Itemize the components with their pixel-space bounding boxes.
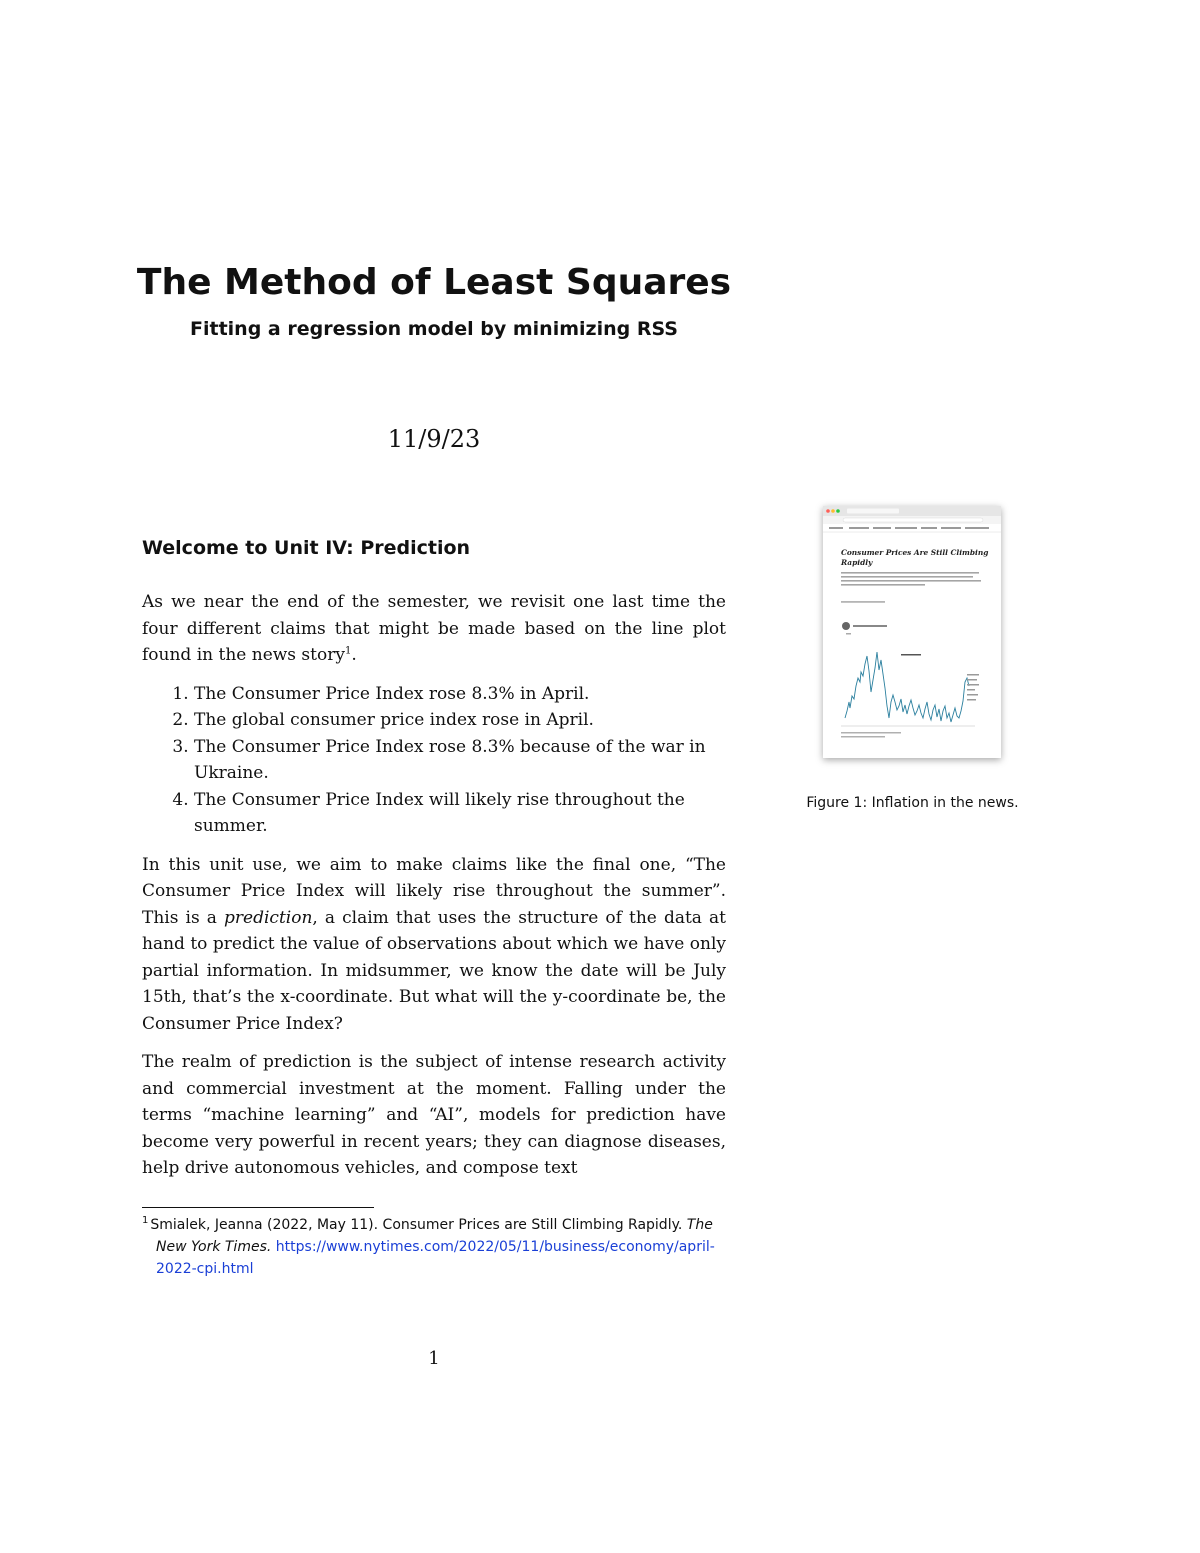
chart-label (846, 633, 851, 635)
footnote-body (142, 1214, 726, 1280)
chart-annotation (901, 654, 921, 656)
footnote-source: The New York Times. (156, 1217, 713, 1255)
body-text (142, 589, 726, 1194)
author-avatar (842, 622, 850, 630)
author-name (853, 625, 887, 627)
browser-tab (847, 509, 899, 514)
intro-paragraph (142, 589, 726, 669)
article-headline: Consumer Prices Are Still Climbing (841, 548, 989, 557)
footnote-divider (142, 1207, 374, 1208)
share-tools (841, 601, 885, 603)
figure-caption: Figure 1: Inflation in the news. (806, 795, 1019, 811)
news-screenshot (823, 506, 1001, 758)
section-heading: Welcome to Unit IV: Prediction (142, 537, 471, 559)
p2-text-b: , a claim that uses the structure of the data at hand to predict the value of observations about which we have only partial information. In midsummer, we know the date will be July 15th, that’s the x-coordinate. But what will the y-coordinate be, the Consumer Price Index? (142, 907, 726, 1034)
minimize-icon (831, 509, 835, 513)
site-nav-items (829, 527, 989, 529)
list-item: 3. The Consumer Price Index rose 8.3% because of the war in Ukraine. (194, 734, 726, 787)
article-summary (841, 572, 981, 586)
footnote-text: Smialek, Jeanna (2022, May 11). Consumer Prices are Still Climbing Rapidly. (150, 1217, 687, 1233)
address-bar (843, 518, 983, 522)
list-item: 1. The Consumer Price Index rose 8.3% in April. (194, 681, 726, 708)
intro-text: As we near the end of the semester, we revisit one last time the four different claims that might be made based on the line plot found in the news story (142, 592, 726, 665)
maximize-icon (836, 509, 840, 513)
document-title: The Method of Least Squares (136, 262, 732, 303)
list-item: 4. The Consumer Price Index will likely rise throughout the summer. (194, 787, 726, 840)
prediction-paragraph (142, 852, 726, 1038)
footnote-mark: 1 (142, 1215, 149, 1227)
article-headline-line2: Rapidly (841, 558, 873, 567)
document-date: 11/9/23 (387, 425, 481, 453)
chart-source (841, 732, 901, 738)
claims-list (142, 681, 726, 840)
list-item: 2. The global consumer price index rose in April. (194, 707, 726, 734)
news-screenshot-figure (823, 506, 1001, 758)
footnote-ref[interactable]: 1 (344, 645, 352, 657)
cpi-line (845, 652, 969, 722)
p2-text-a: In this unit use, we aim to make claims like the final one, “The Consumer Price Index will likely rise throughout the summer”. This is a (142, 854, 726, 928)
footnote-link[interactable]: https://www.nytimes.com/2022/05/11/business/economy/april-2022-cpi.html (156, 1239, 715, 1277)
close-icon (826, 509, 830, 513)
document-subtitle: Fitting a regression model by minimizing RSS (190, 318, 678, 340)
footnote (142, 1214, 726, 1280)
page-number: 1 (428, 1348, 440, 1369)
intro-end: . (351, 645, 357, 665)
prediction-term: prediction (224, 907, 313, 928)
research-paragraph: The realm of prediction is the subject of intense research activity and commercial investment at the moment. Falling under the terms “machine learning” and “AI”, models for prediction have become very powerful in recent years; they can diagnose diseases, help drive autonomous vehicles, and compose text (142, 1052, 726, 1178)
chart-legend (967, 674, 979, 701)
